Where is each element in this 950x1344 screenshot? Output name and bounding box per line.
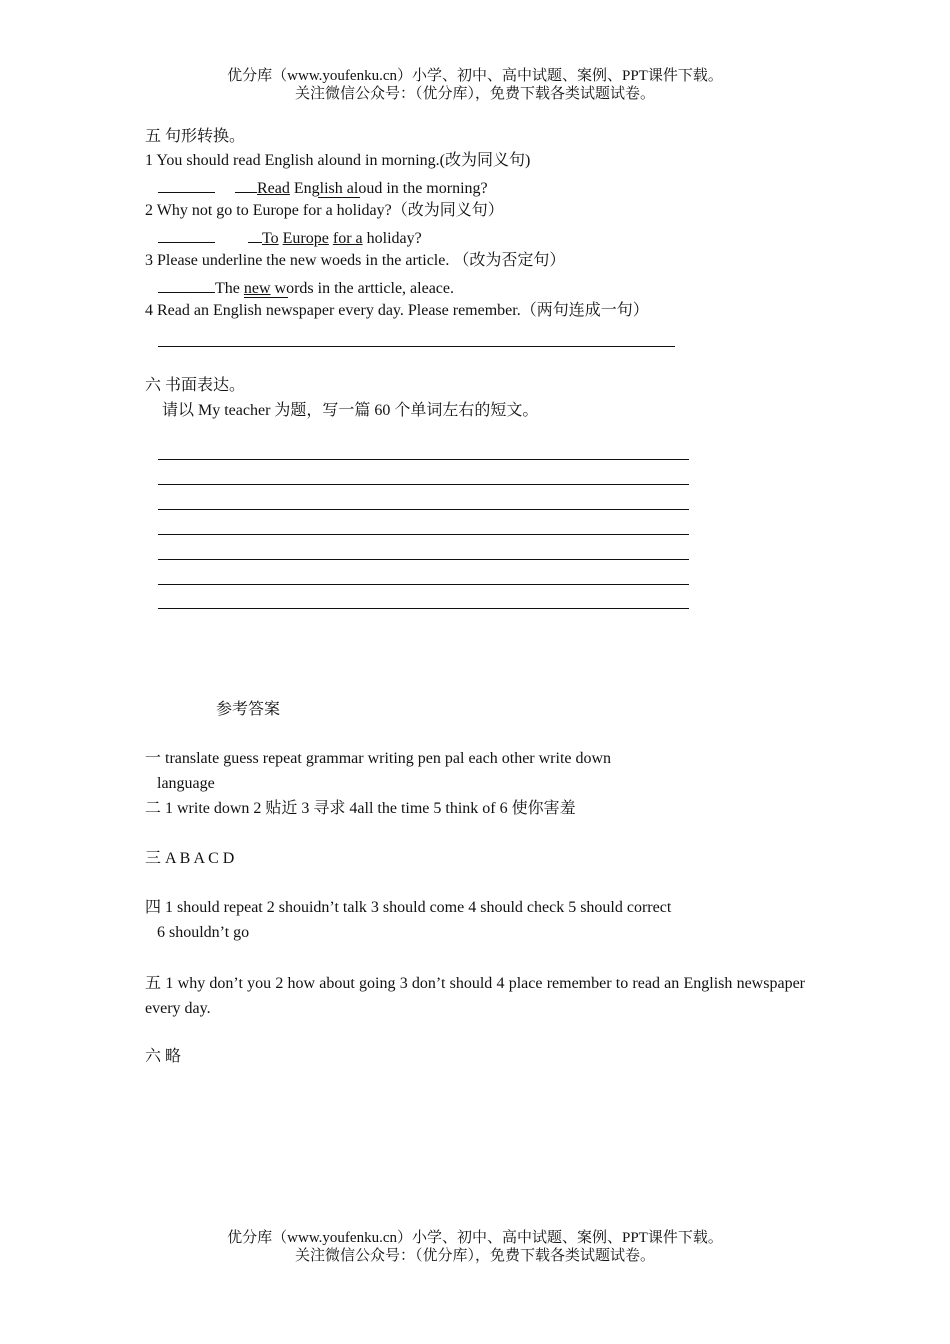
answer-1-line-2: language <box>157 775 215 792</box>
underlined-word: for a <box>332 230 363 247</box>
word: holiday? <box>366 230 422 247</box>
question-1: 1 You should read English alound in morning.(改为同义句) <box>145 152 531 169</box>
word: words in the artticle, aleace. <box>274 280 454 297</box>
answer-1-line-1: 一 translate guess repeat grammar writing pen pal each other write down <box>145 750 612 767</box>
word: English <box>293 180 343 197</box>
blank <box>158 226 215 243</box>
writing-line <box>158 509 689 510</box>
word: The <box>215 280 240 297</box>
footer-line-1: 优分库（www.youfenku.cn）小学、初中、高中试题、案例、PPT课件下载。 <box>227 1230 723 1246</box>
blank <box>235 176 257 193</box>
underlined-word: new <box>243 280 271 297</box>
writing-prompt: 请以 My teacher 为题，写一篇 60 个单词左右的短文。 <box>162 402 539 419</box>
writing-line <box>158 484 689 485</box>
section-6-title: 六 书面表达。 <box>145 377 246 394</box>
underlined-word: Read <box>257 180 290 197</box>
blank <box>158 276 215 293</box>
answer-line-1 <box>158 176 488 199</box>
question-4: 4 Read an English newspaper every day. Please remember.（两句连成一句） <box>145 302 649 319</box>
blank-underline <box>318 197 360 198</box>
underlined-word: To <box>262 230 279 247</box>
writing-line <box>158 459 689 460</box>
writing-line <box>158 584 689 585</box>
answer-5: 五 1 why don’t you 2 how about going 3 don’t should 4 place remember to read an English newspaper every day. <box>145 975 805 1017</box>
underlined-word: Europe <box>282 230 329 247</box>
word: aloud in the morning? <box>346 180 488 197</box>
blank-underline <box>244 297 288 298</box>
answer-4-line-2: 6 shouldn’t go <box>157 924 250 941</box>
answers-title: 参考答案 <box>216 701 281 718</box>
writing-line <box>158 608 689 609</box>
question-2: 2 Why not go to Europe for a holiday?（改为同义句） <box>145 202 504 219</box>
answer-line-4 <box>158 346 675 347</box>
answer-line-3 <box>158 276 454 299</box>
answer-2: 二 1 write down 2 贴近 3 寻求 4all the time 5 think of 6 使你害羞 <box>145 800 576 817</box>
answer-6: 六 略 <box>145 1048 182 1065</box>
question-3: 3 Please underline the new woeds in the article. （改为否定句） <box>145 252 566 269</box>
writing-line <box>158 534 689 535</box>
writing-line <box>158 559 689 560</box>
answer-line-2 <box>158 226 422 249</box>
answer-4-line-1: 四 1 should repeat 2 shouidn’t talk 3 should come 4 should check 5 should correct <box>145 899 672 916</box>
blank <box>248 226 262 243</box>
blank <box>158 176 215 193</box>
header-line-2: 关注微信公众号：（优分库），免费下载各类试题试卷。 <box>294 86 655 102</box>
header-line-1: 优分库（www.youfenku.cn）小学、初中、高中试题、案例、PPT课件下载。 <box>227 68 723 84</box>
section-5-title: 五 句形转换。 <box>145 128 246 145</box>
answer-3: 三 A B A C D <box>145 850 235 867</box>
footer-line-2: 关注微信公众号：（优分库），免费下载各类试题试卷。 <box>294 1248 655 1264</box>
